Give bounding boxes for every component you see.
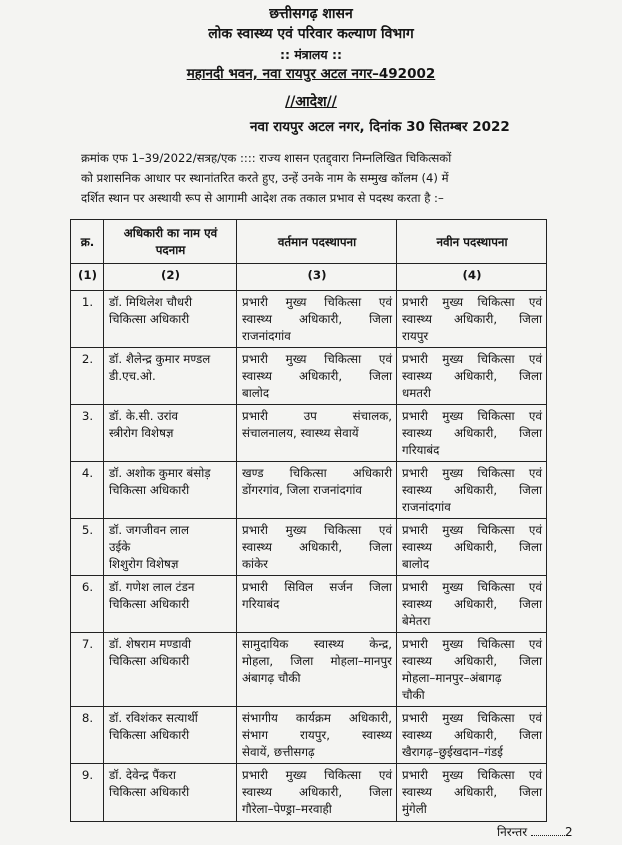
current-posting-line: खण्ड चिकित्सा अधिकारी (242, 466, 392, 480)
officer-line: डॉ. अशोक कुमार बंसोड़ (109, 466, 211, 480)
new-posting-line: बेमेतरा (402, 614, 431, 628)
current-posting-line: गौरेला–पेण्ड्रा–मरवाही (242, 802, 332, 816)
new-posting-line: स्वास्थ्य अधिकारी, जिला (402, 654, 542, 668)
new-posting-cell (397, 348, 547, 405)
new-posting-line: प्रभारी मुख्य चिकित्सा एवं (402, 711, 542, 725)
new-posting-line: स्वास्थ्य अधिकारी, जिला (402, 426, 542, 440)
header-name: अधिकारी का नाम एवं पदनाम (104, 220, 237, 264)
officer-name-cell (104, 405, 237, 462)
new-posting-line: प्रभारी मुख्य चिकित्सा एवं (402, 580, 542, 594)
new-posting-line: स्वास्थ्य अधिकारी, जिला (402, 597, 542, 611)
new-posting-cell (397, 291, 547, 348)
current-posting-cell (237, 519, 397, 576)
officer-name-cell (104, 519, 237, 576)
paragraph-line: क्रमांक एफ 1–39/2022/सत्रह/एक :::: राज्य शासन एतद्द्वारा निम्नलिखित चिकित्सकों (81, 151, 452, 165)
current-posting-line: स्वास्थ्य अधिकारी, जिला (242, 540, 392, 554)
column-number-row (71, 264, 547, 291)
row-serial: 6. (71, 576, 104, 633)
current-posting-line: प्रभारी मुख्य चिकित्सा एवं (242, 523, 392, 537)
row-serial: 5. (71, 519, 104, 576)
officer-line: डॉ. देवेन्द्र पैंकरा (109, 768, 176, 782)
header-serial: क्र. (71, 220, 104, 264)
current-posting-cell (237, 764, 397, 822)
current-posting-line: प्रभारी मुख्य चिकित्सा एवं (242, 352, 392, 366)
current-posting-line: संभागीय कार्यक्रम अधिकारी, (242, 711, 392, 725)
paragraph-line: को प्रशासनिक आधार पर स्थानांतरित करते हुए, उन्हें उनके नाम के सम्मुख कॉलम (4) में (81, 171, 449, 185)
new-posting-line: मुंगेली (402, 802, 427, 816)
officer-name-cell (104, 462, 237, 519)
table-row (71, 707, 547, 764)
new-posting-line: प्रभारी मुख्य चिकित्सा एवं (402, 352, 542, 366)
officer-line: डॉ. रविशंकर सत्यार्थी (109, 711, 198, 725)
officer-name-cell (104, 348, 237, 405)
new-posting-line: प्रभारी मुख्य चिकित्सा एवं (402, 295, 542, 309)
address-heading: महानदी भवन, नवा रायपुर अटल नगर–492002 (186, 66, 436, 82)
table-row (71, 462, 547, 519)
current-posting-line: संभाग रायपुर, स्वास्थ्य (242, 728, 392, 742)
officer-name-cell (104, 707, 237, 764)
officer-name-cell (104, 291, 237, 348)
officer-name-cell (104, 764, 237, 822)
current-posting-line: कांकेर (242, 557, 269, 571)
new-posting-cell (397, 764, 547, 822)
officer-line: चिकित्सा अधिकारी (109, 312, 190, 326)
new-posting-line: मोहला–मानपुर–अंबागढ़ (402, 671, 502, 685)
current-posting-cell (237, 633, 397, 707)
current-posting-line: अंबागढ़ चौकी (242, 671, 301, 685)
continued-footer (497, 823, 573, 840)
officer-line: चिकित्सा अधिकारी (109, 785, 190, 799)
new-posting-line: प्रभारी मुख्य चिकित्सा एवं (402, 768, 542, 782)
col-number: (3) (237, 264, 397, 291)
table-header-row (71, 220, 547, 264)
row-serial: 7. (71, 633, 104, 707)
officer-line: चिकित्सा अधिकारी (109, 597, 190, 611)
new-posting-line: स्वास्थ्य अधिकारी, जिला (402, 312, 542, 326)
current-posting-line: स्वास्थ्य अधिकारी, जिला (242, 312, 392, 326)
current-posting-cell (237, 348, 397, 405)
new-posting-cell (397, 707, 547, 764)
department-heading: लोक स्वास्थ्य एवं परिवार कल्याण विभाग (208, 26, 414, 42)
current-posting-line: संचालनालय, स्वास्थ्य सेवायें (242, 426, 359, 440)
govt-heading: छत्तीसगढ़ शासन (269, 6, 353, 22)
new-posting-line: रायपुर (402, 329, 429, 343)
col-number: (4) (397, 264, 547, 291)
table-row (71, 576, 547, 633)
current-posting-line: स्वास्थ्य अधिकारी, जिला (242, 369, 392, 383)
new-posting-line: स्वास्थ्य अधिकारी, जिला (402, 785, 542, 799)
header-new-posting: नवीन पदस्थापना (397, 220, 547, 264)
place-date: नवा रायपुर अटल नगर, दिनांक 30 सितम्बर 2022 (250, 119, 510, 135)
current-posting-line: मोहला, जिला मोहला–मानपुर (242, 654, 392, 668)
new-posting-line: प्रभारी मुख्य चिकित्सा एवं (402, 409, 542, 423)
new-posting-line: प्रभारी मुख्य चिकित्सा एवं (402, 466, 542, 480)
officer-line: डॉ. जगजीवन लाल (109, 523, 189, 537)
new-posting-cell (397, 519, 547, 576)
officer-line: डॉ. शैलेन्द्र कुमार मण्डल (109, 352, 211, 366)
table-row (71, 633, 547, 707)
officer-line: डॉ. मिथिलेश चौधरी (109, 295, 193, 309)
new-posting-line: स्वास्थ्य अधिकारी, जिला (402, 728, 542, 742)
header-current-posting: वर्तमान पदस्थापना (237, 220, 397, 264)
table-row (71, 348, 547, 405)
row-serial: 2. (71, 348, 104, 405)
officer-line: स्त्रीरोग विशेषज्ञ (109, 426, 174, 440)
current-posting-cell (237, 405, 397, 462)
current-posting-line: प्रभारी उप संचालक, (242, 409, 392, 423)
current-posting-line: स्वास्थ्य अधिकारी, जिला (242, 785, 392, 799)
current-posting-cell (237, 707, 397, 764)
officer-line: उईके (109, 540, 131, 554)
officer-line: डॉ. गणेश लाल टंडन (109, 580, 195, 594)
new-posting-line: गरियाबंद (402, 443, 440, 457)
officer-line: डॉ. शेषराम मण्डावी (109, 637, 192, 651)
next-page-number: 2 (564, 825, 573, 839)
officer-line: डी.एच.ओ. (109, 369, 156, 383)
current-posting-cell (237, 576, 397, 633)
officer-line: डॉ. के.सी. उरांव (109, 409, 179, 423)
new-posting-line: प्रभारी मुख्य चिकित्सा एवं (402, 523, 542, 537)
current-posting-line: गरियाबंद (242, 597, 280, 611)
current-posting-line: प्रभारी सिविल सर्जन जिला (242, 580, 392, 594)
continued-dots (531, 835, 565, 836)
new-posting-line: प्रभारी मुख्य चिकित्सा एवं (402, 637, 542, 651)
new-posting-line: स्वास्थ्य अधिकारी, जिला (402, 540, 542, 554)
row-serial: 9. (71, 764, 104, 822)
table-row (71, 405, 547, 462)
current-posting-cell (237, 462, 397, 519)
officer-line: चिकित्सा अधिकारी (109, 654, 190, 668)
officer-line: चिकित्सा अधिकारी (109, 483, 190, 497)
new-posting-line: स्वास्थ्य अधिकारी, जिला (402, 369, 542, 383)
current-posting-line: प्रभारी मुख्य चिकित्सा एवं (242, 295, 392, 309)
current-posting-line: सेवायें, छत्तीसगढ़ (242, 745, 315, 759)
new-posting-line: खैरागढ़–छुईखदान–गंडई (402, 745, 503, 759)
new-posting-line: धमतरी (402, 386, 431, 400)
current-posting-line: प्रभारी मुख्य चिकित्सा एवं (242, 768, 392, 782)
order-title: //आदेश// (285, 94, 337, 110)
current-posting-line: बालोद (242, 386, 270, 400)
new-posting-cell (397, 576, 547, 633)
table-row (71, 291, 547, 348)
new-posting-cell (397, 462, 547, 519)
new-posting-line: बालोद (402, 557, 430, 571)
current-posting-cell (237, 291, 397, 348)
col-number: (1) (71, 264, 104, 291)
paragraph-line: दर्शित स्थान पर अस्थायी रूप से आगामी आदेश तक तकाल प्रभाव से पदस्थ करता है :– (81, 191, 444, 205)
continued-label: निरन्तर (497, 825, 528, 839)
current-posting-line: सामुदायिक स्वास्थ्य केन्द्र, (242, 637, 392, 651)
officer-line: शिशुरोग विशेषज्ञ (109, 557, 179, 571)
new-posting-cell (397, 405, 547, 462)
officer-line: चिकित्सा अधिकारी (109, 728, 190, 742)
row-serial: 4. (71, 462, 104, 519)
table-row (71, 519, 547, 576)
officer-name-cell (104, 633, 237, 707)
current-posting-line: डोंगरगांव, जिला राजनांदगांव (242, 483, 362, 497)
new-posting-line: चौकी (402, 688, 425, 702)
row-serial: 8. (71, 707, 104, 764)
new-posting-line: स्वास्थ्य अधिकारी, जिला (402, 483, 542, 497)
new-posting-line: राजनांदगांव (402, 500, 451, 514)
order-paragraph (81, 148, 553, 208)
ministry-heading: :: मंत्रालय :: (279, 47, 343, 62)
table-row (71, 764, 547, 822)
new-posting-cell (397, 633, 547, 707)
table-body (71, 291, 547, 822)
officer-name-cell (104, 576, 237, 633)
transfer-table (70, 219, 547, 822)
col-number: (2) (104, 264, 237, 291)
row-serial: 3. (71, 405, 104, 462)
row-serial: 1. (71, 291, 104, 348)
current-posting-line: राजनांदगांव (242, 329, 291, 343)
